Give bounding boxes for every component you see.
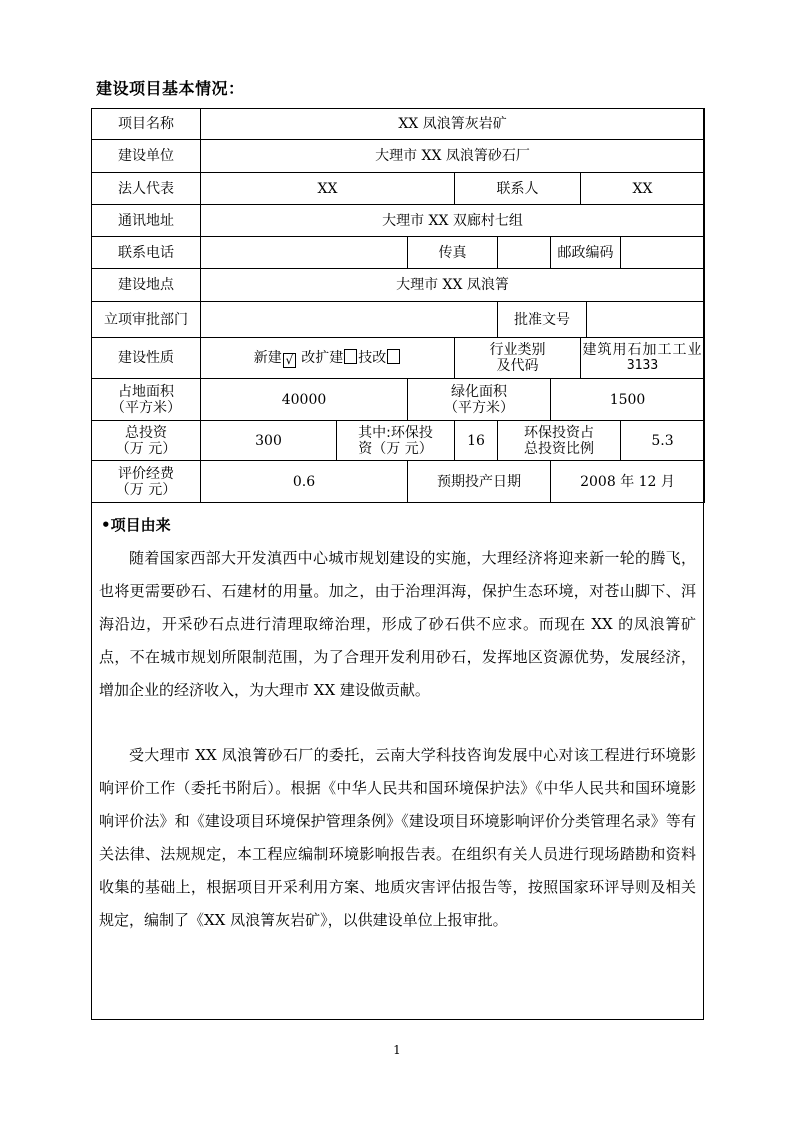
env-investment-label-line1: 其中:环保投 xyxy=(358,424,433,441)
unit-value: 大理市 XX 凤浪箐砂石厂 xyxy=(201,140,705,173)
contact-label: 联系人 xyxy=(455,173,581,205)
page-number: 1 xyxy=(393,1043,401,1057)
approval-dept-value xyxy=(201,302,498,338)
approval-no-label: 批准文号 xyxy=(498,302,587,338)
green-area-label-line2: （平方米） xyxy=(444,399,514,416)
start-date-value: 2008 年 12 月 xyxy=(551,461,705,503)
project-info-table xyxy=(91,108,705,503)
industry-code: 3133 xyxy=(626,358,659,373)
investment-value: 300 xyxy=(201,421,337,461)
project-name-label: 项目名称 xyxy=(92,109,201,140)
new-build-checkbox[interactable]: √ xyxy=(283,353,296,368)
start-date-label: 预期投产日期 xyxy=(408,461,551,503)
area-value: 40000 xyxy=(201,379,408,421)
approval-no-value xyxy=(587,302,705,338)
expand-build-checkbox[interactable] xyxy=(344,349,357,364)
paragraph-origin-2: 受大理市 XX 凤浪箐砂石厂的委托，云南大学科技咨询发展中心对该工程进行环境影响评价工作（委托书附后）。根据《中华人民共和国环境保护法》《中华人民共和国环境影响评价法》和《建设项目环境保护管理条例》《建设项目环境影响评价分类管理名录》等有关法律、法规规定，本工程应编制环境影响报告表。在组织有关人员进行现场踏勘和资料收集的基础上，根据项目开采利用方案、地质灾害评估报告等，按照国家环评导则及相关规定，编制了《XX 凤浪箐灰岩矿》，以供建设单位上报审批。 xyxy=(99,746,696,929)
green-area-label-line1: 绿化面积 xyxy=(451,383,507,400)
nature-label: 建设性质 xyxy=(92,338,201,379)
env-ratio-label-line2: 总投资比例 xyxy=(524,440,594,457)
page-heading: 建设项目基本情况： xyxy=(96,79,245,98)
env-investment-label xyxy=(337,421,455,461)
investment-label-line2: （万 元） xyxy=(115,440,177,457)
eval-fee-value: 0.6 xyxy=(201,461,408,503)
area-label-line1: 占地面积 xyxy=(118,383,174,400)
phone-value xyxy=(201,237,408,269)
green-area-value: 1500 xyxy=(551,379,705,421)
env-investment-label-line2: 资（万 元） xyxy=(358,440,433,457)
industry-label xyxy=(455,338,581,379)
address-value: 大理市 XX 双廊村七组 xyxy=(201,205,705,237)
address-label: 通讯地址 xyxy=(92,205,201,237)
eval-fee-label xyxy=(92,461,201,503)
tech-upgrade-checkbox[interactable] xyxy=(387,349,400,364)
expand-build-label: 改扩建 xyxy=(301,349,344,366)
phone-label: 联系电话 xyxy=(92,237,201,269)
postcode-value xyxy=(621,237,705,269)
location-label: 建设地点 xyxy=(92,269,201,302)
area-label-line2: （平方米） xyxy=(111,399,181,416)
industry-label-line2: 及代码 xyxy=(496,358,539,374)
unit-label: 建设单位 xyxy=(92,140,201,173)
eval-fee-label-line1: 评价经费 xyxy=(118,465,174,482)
investment-label xyxy=(92,421,201,461)
paragraph-origin-1: 随着国家西部大开发滇西中心城市规划建设的实施，大理经济将迎来新一轮的腾飞，也将更需要砂石、石建材的用量。加之，由于治理洱海，保护生态环境，对苍山脚下、洱海沿边，开采砂石点进行清理取缔治理，形成了砂石供不应求。而现在 XX 的凤浪箐矿点，不在城市规划所限制范围，为了合理开发利用砂石，发挥地区资源优势，发展经济，增加企业的经济收入，为大理市 XX 建设做贡献。 xyxy=(99,549,696,699)
section-title: •项目由来 xyxy=(101,516,171,534)
industry-label-line1: 行业类别 xyxy=(489,342,546,358)
fax-value xyxy=(498,237,551,269)
approval-dept-label: 立项审批部门 xyxy=(92,302,201,338)
area-label xyxy=(92,379,201,421)
env-ratio-label xyxy=(498,421,621,461)
legal-rep-value: XX xyxy=(201,173,455,205)
nature-options xyxy=(201,338,455,379)
contact-value: XX xyxy=(581,173,705,205)
fax-label: 传真 xyxy=(408,237,498,269)
green-area-label xyxy=(408,379,551,421)
postcode-label: 邮政编码 xyxy=(551,237,621,269)
industry-value xyxy=(581,338,705,379)
env-ratio-label-line1: 环保投资占 xyxy=(524,424,594,441)
new-build-label: 新建 xyxy=(253,349,282,366)
location-value: 大理市 XX 凤浪箐 xyxy=(201,269,705,302)
env-ratio-value: 5.3 xyxy=(621,421,705,461)
tech-upgrade-label: 技改 xyxy=(358,349,387,366)
industry-value-line1: 建筑用石加工工业 xyxy=(582,342,703,358)
investment-label-line1: 总投资 xyxy=(125,424,167,441)
project-name-value: XX 凤浪箐灰岩矿 xyxy=(201,109,705,140)
env-investment-value: 16 xyxy=(455,421,498,461)
legal-rep-label: 法人代表 xyxy=(92,173,201,205)
eval-fee-label-line2: （万 元） xyxy=(115,481,177,498)
